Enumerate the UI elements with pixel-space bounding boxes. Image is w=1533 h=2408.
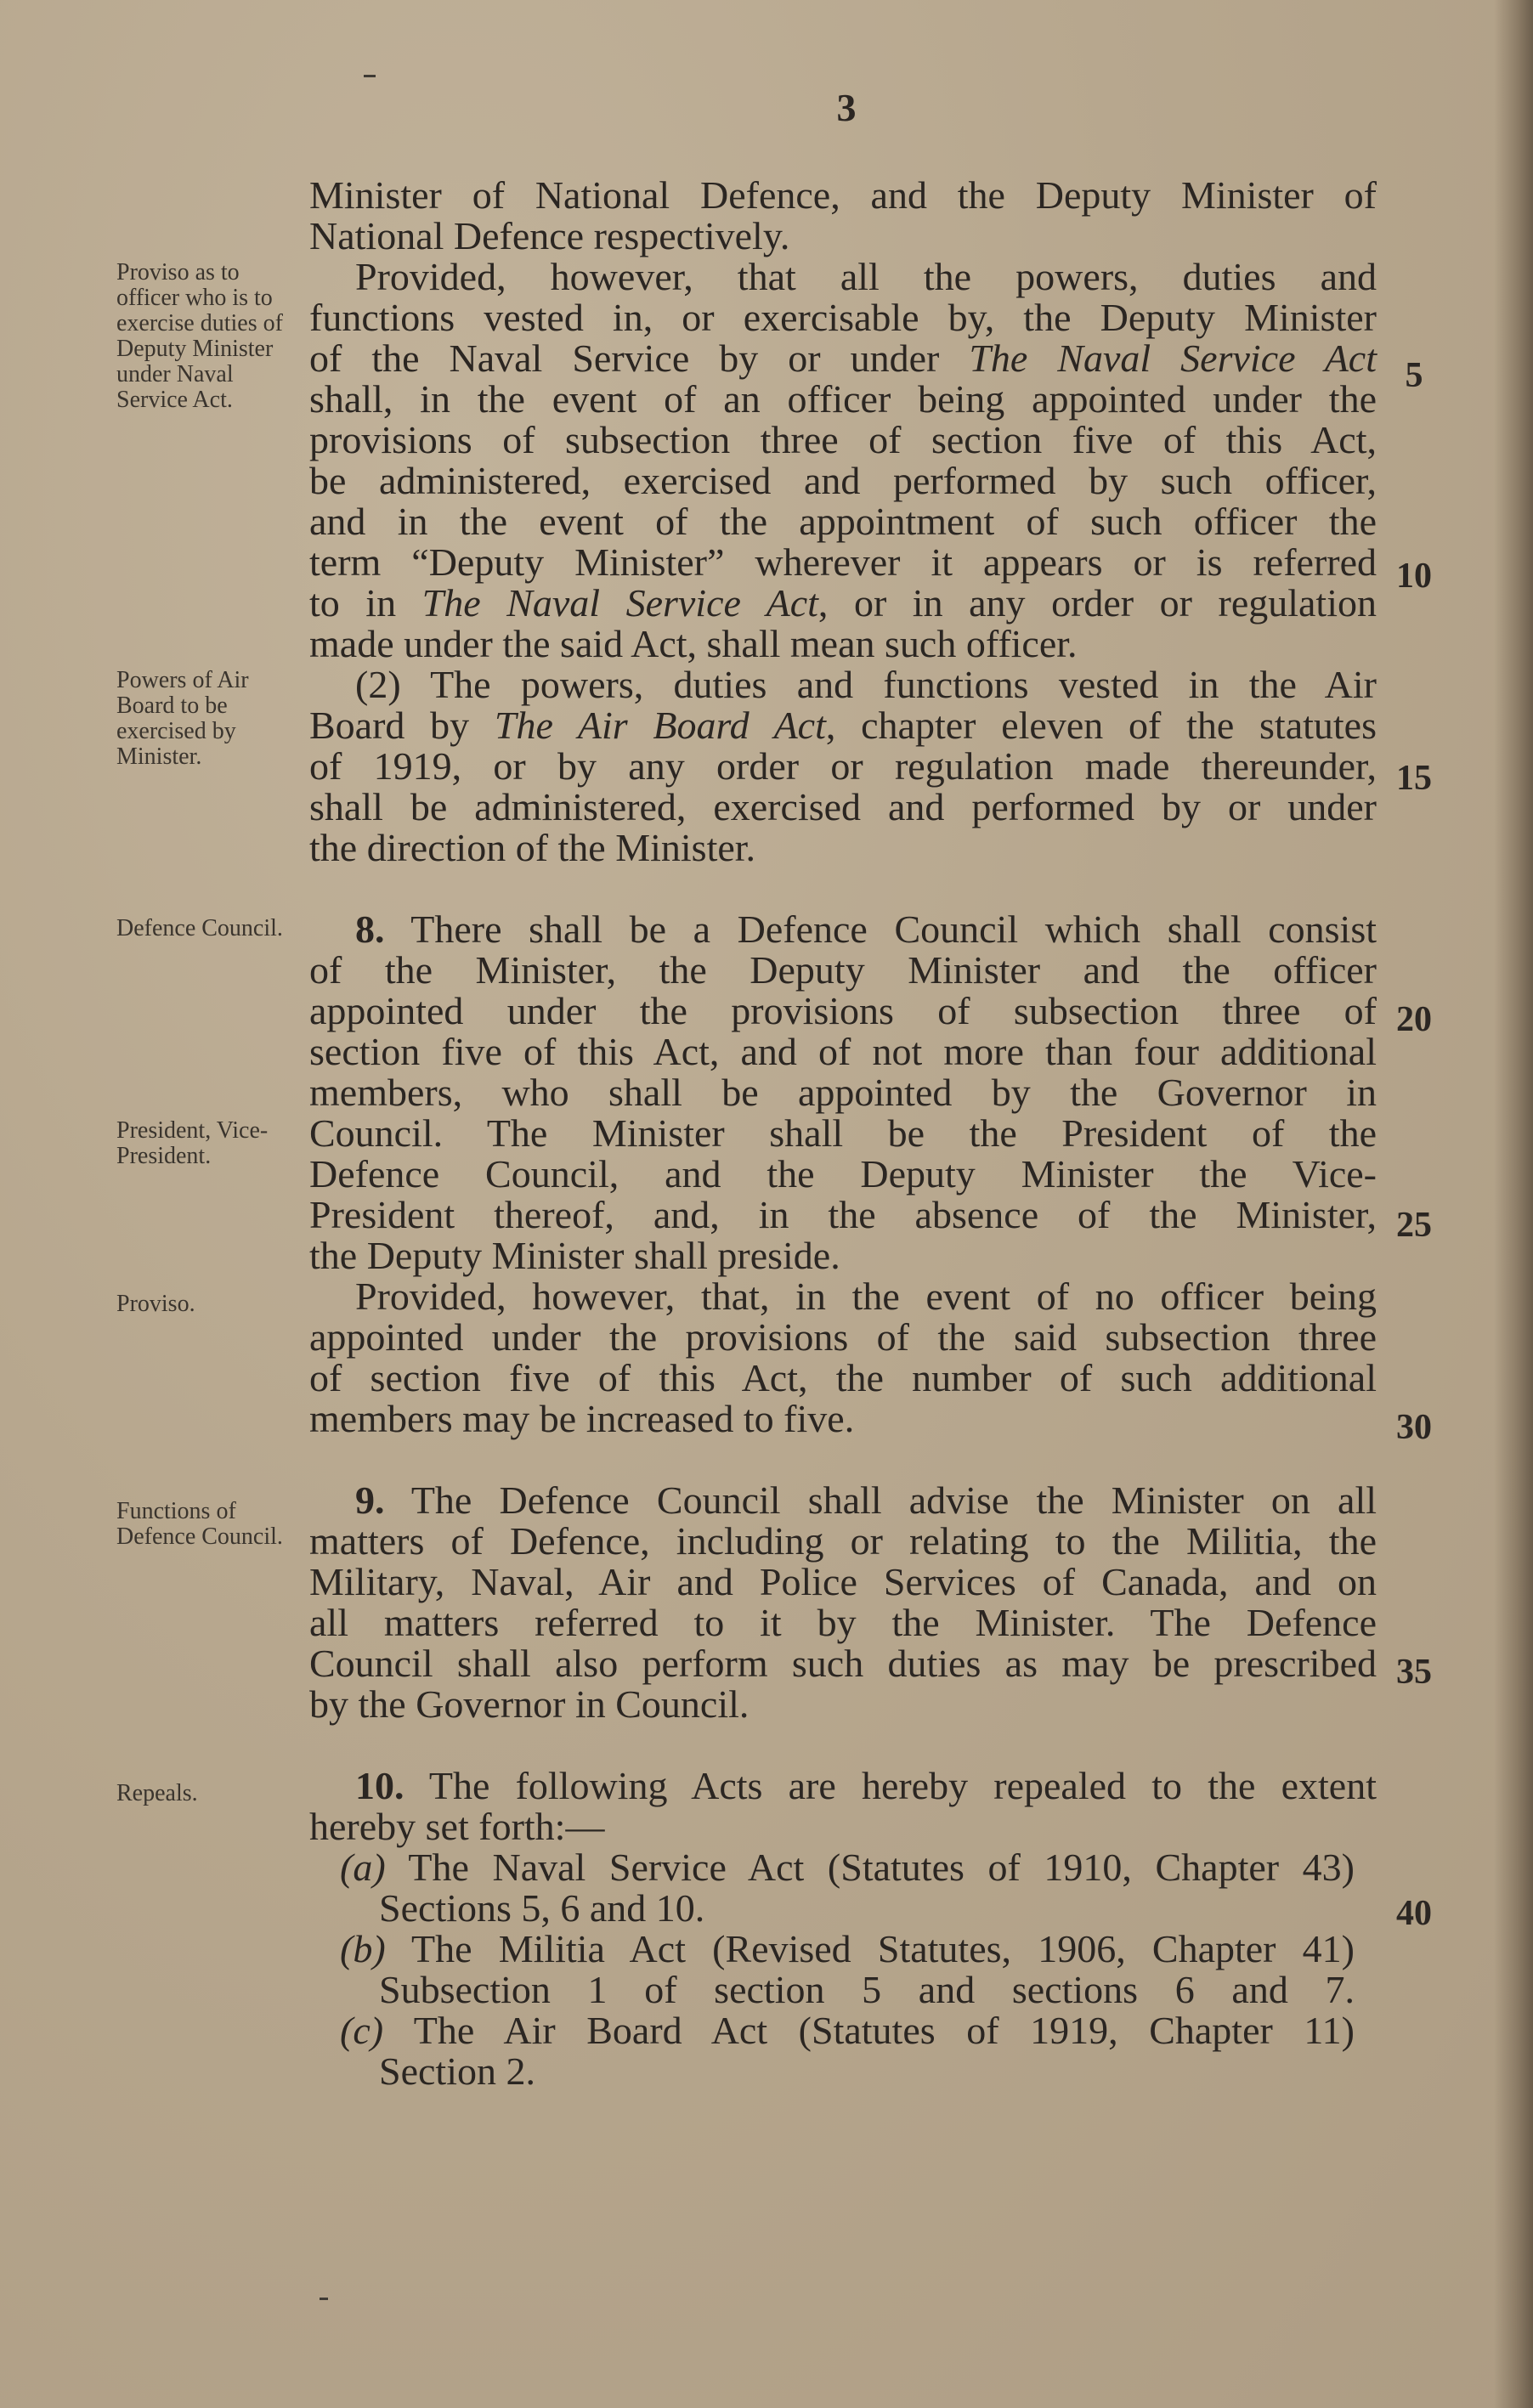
text-line: (b) The Militia Act (Revised Statutes, 1906, Chapter 41) (340, 1927, 1355, 1970)
line-number: 40 (1396, 1894, 1432, 1933)
text-line: Provided, however, that all the powers, duties and (355, 255, 1377, 298)
text-line: shall, in the event of an officer being appointed under the (309, 377, 1377, 421)
text-line: made under the said Act, shall mean such officer. (309, 622, 1078, 665)
text-line: appointed under the provisions of the said subsection three (309, 1315, 1377, 1359)
text-line: Minister of National Defence, and the Deputy Minister of (309, 173, 1377, 217)
line-number: 15 (1396, 759, 1432, 798)
text-line: of the Minister, the Deputy Minister and the officer (309, 948, 1377, 992)
text-line: President thereof, and, in the absence of the Minister, (309, 1193, 1377, 1236)
text-line: shall be administered, exercised and performed by or under (309, 785, 1377, 828)
text-line: Council. The Minister shall be the President of the (309, 1111, 1377, 1155)
text-line: Military, Naval, Air and Police Services of Canada, and on (309, 1560, 1377, 1603)
act-title: The Naval Service Act (421, 581, 818, 625)
text-line: functions vested in, or exercisable by, the Deputy Minister (309, 296, 1377, 339)
text-line: Subsection 1 of section 5 and sections 6 and 7. (379, 1968, 1355, 2011)
text-line: (2) The powers, duties and functions vested in the Air (355, 663, 1377, 706)
text-line: section five of this Act, and of not more than four additional (309, 1030, 1377, 1073)
page-number: 3 (836, 86, 857, 129)
margin-note-repeals: Repeals. (116, 1780, 198, 1806)
text-line: of the Naval Service by or under The Naval Service Act (309, 336, 1377, 380)
text-line: the direction of the Minister. (309, 826, 756, 869)
act-title: The Naval Service Act (969, 336, 1377, 380)
section-number: 8. (355, 907, 385, 951)
page-edge-shadow (1494, 0, 1533, 2408)
text-line: Sections 5, 6 and 10. (379, 1886, 705, 1930)
text-line: hereby set forth:— (309, 1805, 605, 1848)
line-number: 5 (1405, 356, 1423, 395)
text-line: term “Deputy Minister” wherever it appears or is referred (309, 540, 1377, 584)
section-number: 10. (355, 1764, 404, 1807)
text-line: Board by The Air Board Act, chapter eleven of the statutes (309, 704, 1377, 747)
text-line: Defence Council, and the Deputy Minister the Vice- (309, 1152, 1377, 1196)
line-number: 35 (1396, 1653, 1432, 1692)
act-title: The Air Board Act (494, 704, 826, 747)
margin-note-air-board: Powers of Air Board to be exercised by Minister. (116, 667, 249, 770)
text-line: to in The Naval Service Act, or in any order or regulation (309, 581, 1377, 625)
text-line: Provided, however, that, in the event of no officer being (355, 1275, 1377, 1318)
text-line: the Deputy Minister shall preside. (309, 1234, 840, 1277)
margin-note-proviso-officer: Proviso as to officer who is to exercise duties of Deputy Minister under Naval Service Act. (116, 259, 283, 413)
text-line: by the Governor in Council. (309, 1682, 750, 1726)
text-line: and in the event of the appointment of such officer the (309, 500, 1377, 543)
margin-note-proviso: Proviso. (116, 1291, 195, 1317)
line-number: 10 (1396, 557, 1432, 596)
text-line: (c) The Air Board Act (Statutes of 1919, Chapter 11) (340, 2009, 1355, 2052)
line-number: 30 (1396, 1408, 1432, 1447)
margin-note-president: President, Vice-President. (116, 1117, 269, 1169)
text-line: (a) The Naval Service Act (Statutes of 1910, Chapter 43) (340, 1846, 1355, 1889)
margin-note-functions: Functions of Defence Council. (116, 1498, 283, 1550)
text-line: all matters referred to it by the Minister. The Defence (309, 1601, 1377, 1644)
text-line: members may be increased to five. (309, 1397, 855, 1440)
text-line: be administered, exercised and performed by such officer, (309, 459, 1377, 502)
print-speck (364, 75, 376, 77)
text-line: members, who shall be appointed by the Governor in (309, 1071, 1377, 1114)
text-line: Section 2. (379, 2049, 535, 2093)
margin-note-defence-council: Defence Council. (116, 915, 283, 941)
print-speck (320, 2298, 328, 2300)
text-line: of 1919, or by any order or regulation made thereunder, (309, 744, 1377, 788)
line-number: 20 (1396, 1000, 1432, 1039)
text-line: appointed under the provisions of subsection three of (309, 989, 1377, 1032)
text-line: provisions of subsection three of section five of this Act, (309, 418, 1377, 461)
text-line: 9. The Defence Council shall advise the Minister on all (355, 1478, 1377, 1522)
line-number: 25 (1396, 1206, 1432, 1245)
text-line: Council shall also perform such duties as may be prescribed (309, 1642, 1377, 1685)
section-number: 9. (355, 1478, 385, 1522)
text-line: matters of Defence, including or relating to the Militia, the (309, 1519, 1377, 1563)
text-line: of section five of this Act, the number of such additional (309, 1356, 1377, 1399)
text-line: 10. The following Acts are hereby repealed to the extent (355, 1764, 1377, 1807)
text-line: National Defence respectively. (309, 214, 790, 257)
text-line: 8. There shall be a Defence Council which shall consist (355, 907, 1377, 951)
